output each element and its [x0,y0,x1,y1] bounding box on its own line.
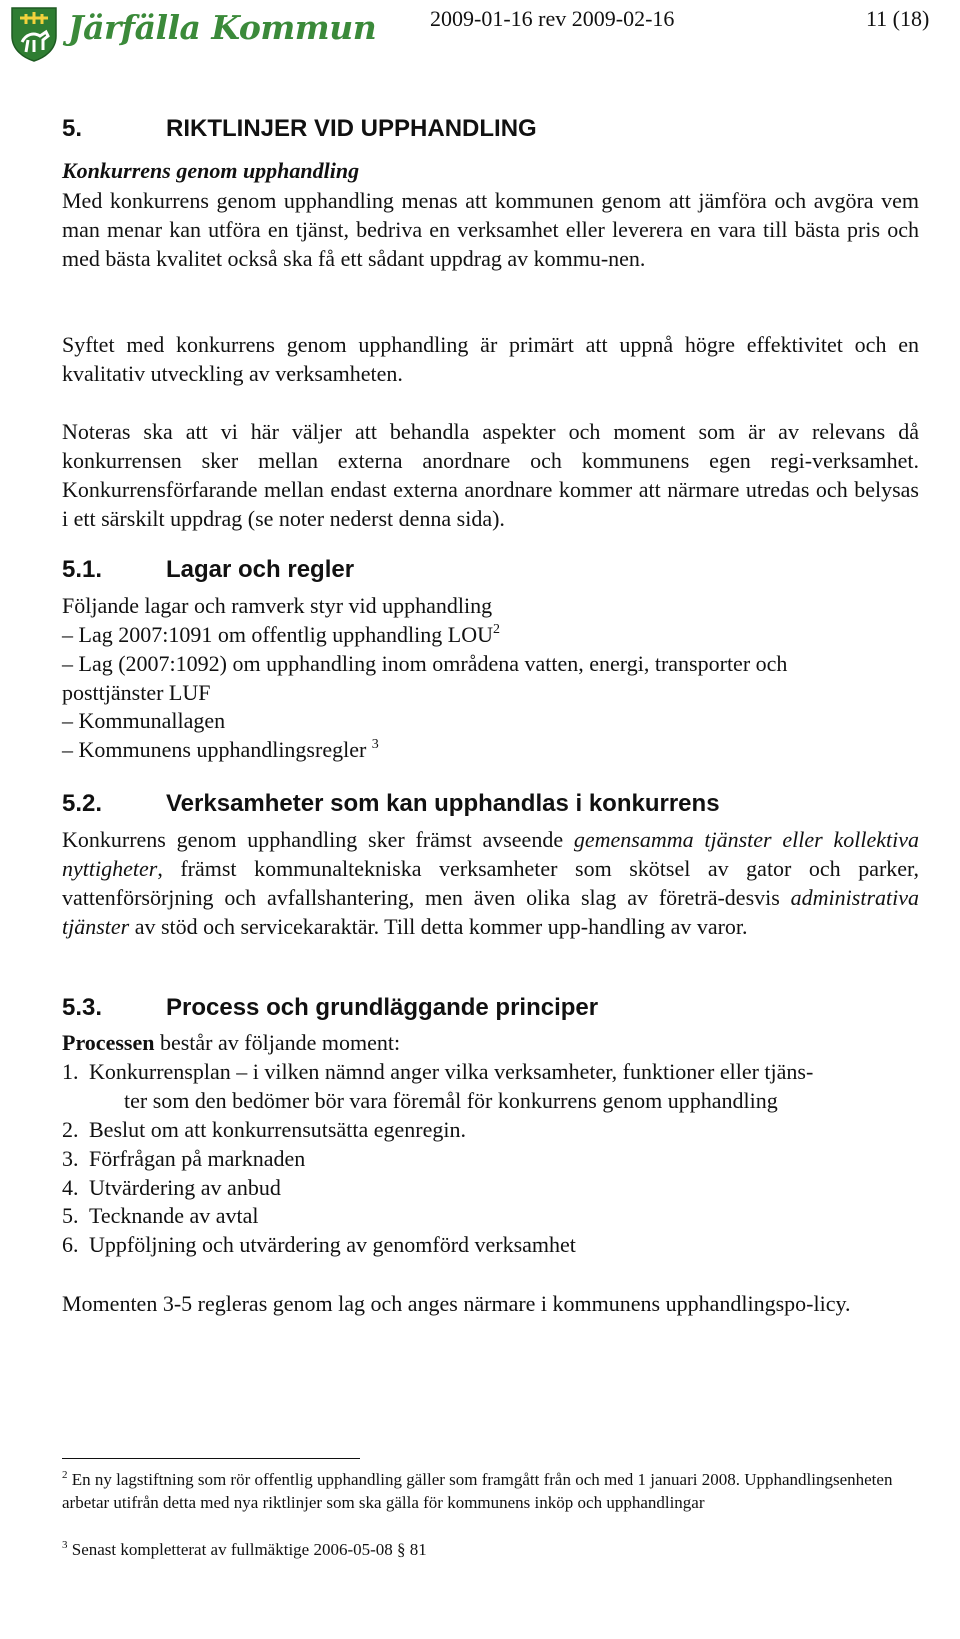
list-item [62,737,379,763]
item-number: 1. [62,1059,79,1084]
item-text: Tecknande av avtal [89,1203,259,1228]
text-run: Konkurrens genom upphandling sker främst avseende [62,827,574,852]
footnote-ref[interactable]: 2 [493,622,500,637]
item-text: Beslut om att konkurrensutsätta egenregin. [89,1117,466,1142]
section-number: 5.3. [62,994,103,1021]
footnote-text: Senast kompletterat av fullmäktige 2006-05-08 § 81 [67,1540,427,1559]
list-item-text: – Lag 2007:1091 om offentlig upphandling LOU [62,622,493,647]
text-run: , främst kommunaltekniska verksamheter som skötsel av gator och parker, vattenförsörjning och avfallshantering, men även olika slag av företrä-desvis [62,856,919,910]
list-item [62,1146,305,1172]
text-run: består av följande moment: [154,1030,401,1055]
page-header [0,0,960,70]
paragraph: Momenten 3-5 regleras genom lag och anges närmare i kommunens upphandlingspo-licy. [62,1291,851,1316]
list-item-continuation: ter som den bedömer bör vara föremål för konkurrens genom upphandling [124,1088,778,1113]
list-item [62,1232,576,1258]
list-item-text: – Kommunens upphandlingsregler [62,737,372,762]
item-number: 3. [62,1146,79,1171]
list-item [62,622,500,648]
subheading: Konkurrens genom upphandling [62,158,360,183]
section-number: 5. [62,115,83,142]
section-title: Lagar och regler [166,556,355,583]
section-title: Process och grundläggande principer [166,994,599,1021]
list-item [62,1059,813,1085]
section-heading [62,115,537,143]
list-item [62,1203,258,1229]
list-intro: Följande lagar och ramverk styr vid upphandling [62,593,493,618]
item-text: Konkurrensplan – i vilken nämnd anger vilka verksamheter, funktioner eller tjäns- [89,1059,814,1084]
logo-text: Järfälla Kommun [68,8,377,47]
list-item [62,1175,281,1201]
section-number: 5.1. [62,556,103,583]
list-item-continuation: posttjänster LUF [62,680,211,705]
list-intro [62,1030,400,1056]
footnote-ref[interactable]: 3 [371,737,379,752]
section-heading [62,790,720,818]
footnote-text: En ny lagstiftning som rör offentlig upphandling gäller som framgått från och med 1 januari 2008. Upphandlingsenheten arbetar utifrån detta med nya riktlinjer som ska gälla för kommunens inköp och upphandlingar [62,1470,893,1512]
item-number: 6. [62,1232,79,1257]
section-title: Verksamheter som kan upphandlas i konkurrens [166,790,720,817]
section-title: RIKTLINJER VID UPPHANDLING [166,115,537,142]
footnote-divider [62,1458,360,1459]
list-item [62,1117,466,1143]
bold-term: Processen [62,1030,155,1055]
document-date: 2009-01-16 rev 2009-02-16 [430,6,675,31]
paragraph [62,825,919,941]
item-text: Förfrågan på marknaden [89,1146,306,1171]
footnote [62,1538,922,1561]
section-number: 5.2. [62,790,103,817]
list-item: – Kommunallagen [62,708,226,733]
section-heading [62,994,598,1022]
footnote-number: 2 [62,1469,68,1481]
item-number: 4. [62,1175,79,1200]
item-text: Uppföljning och utvärdering av genomförd verksamhet [89,1232,576,1257]
paragraph: Noteras ska att vi här väljer att behandla aspekter och moment som är av relevans då konkurrensen sker mellan externa anordnare och kommunens egen regi-verksamhet. Konkurrensförfarande mellan endast externa anordnare kommer att närmare utredas och belysas i ett särskilt uppdrag (se noter nederst denna sida). [62,419,919,531]
emphasis: gemensamma tjänster eller kollektiva nyttigheter [62,827,919,881]
section-heading [62,556,354,584]
item-number: 5. [62,1203,79,1228]
list-item: – Lag (2007:1092) om upphandling inom områdena vatten, energi, transporter och [62,651,788,676]
item-text: Utvärdering av anbud [89,1175,281,1200]
item-number: 2. [62,1117,79,1142]
page-number: 11 (18) [866,6,930,31]
paragraph: Med konkurrens genom upphandling menas att kommunen genom att jämföra och avgöra vem man menar kan utföra en tjänst, bedriva en verksamhet eller leverera en vara till bästa pris och med bästa kvalitet också ska få ett sådant uppdrag av kommu-nen. [62,188,919,271]
text-run: av stöd och servicekaraktär. Till detta kommer upp-handling av varor. [129,914,748,939]
paragraph: Syftet med konkurrens genom upphandling är primärt att uppnå högre effektivitet och en kvalitativ utveckling av verksamheten. [62,332,919,386]
footnote-number: 3 [62,1539,68,1551]
footnote [62,1468,922,1514]
emphasis: administrativa tjänster [62,885,919,939]
municipality-crest-icon [10,6,58,62]
